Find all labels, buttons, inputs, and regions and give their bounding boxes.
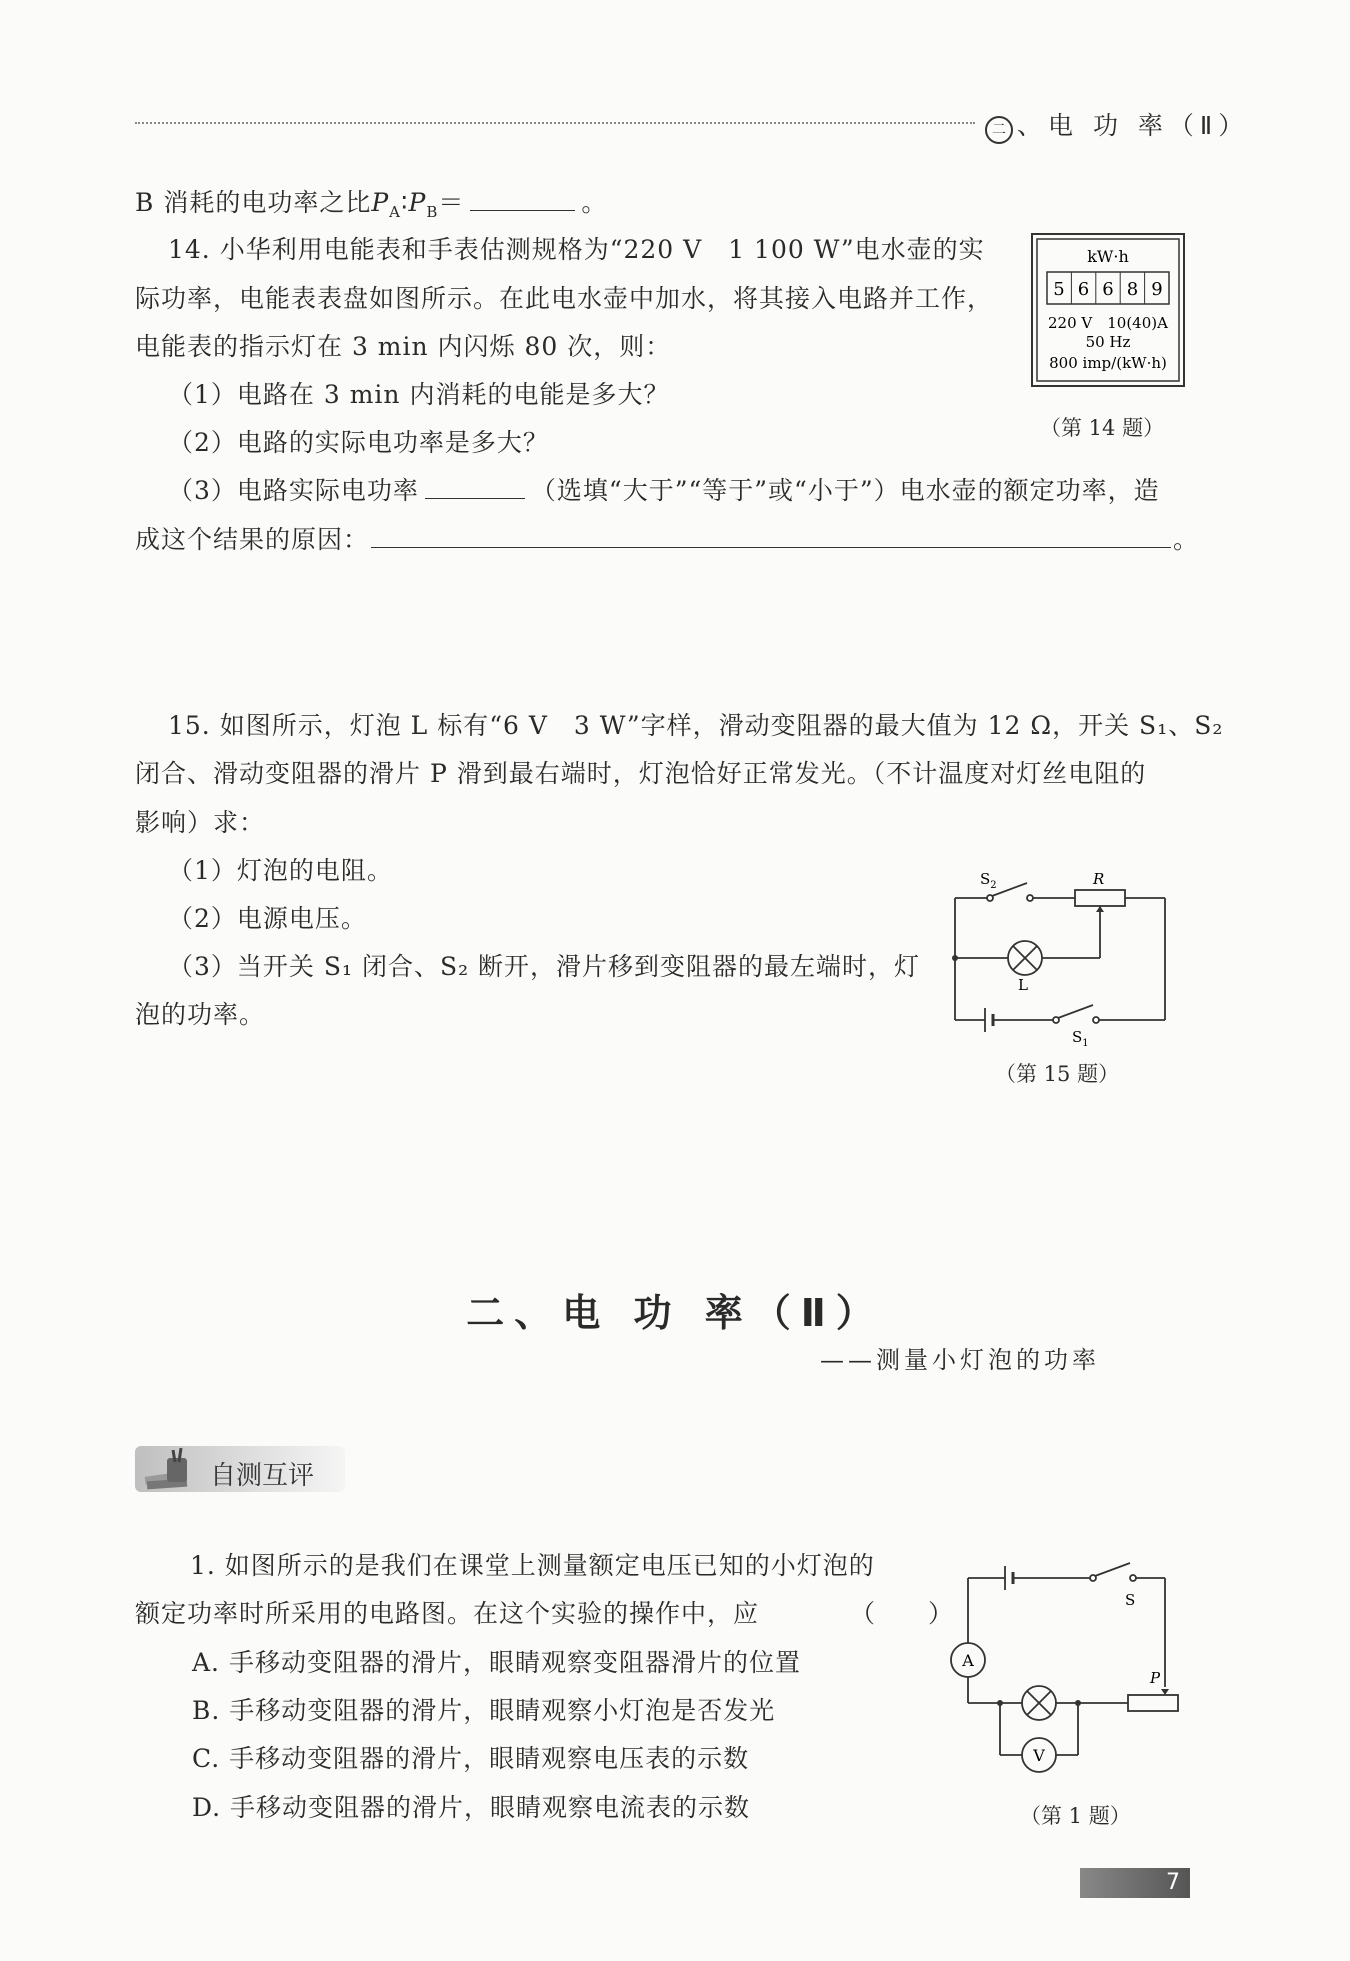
meter-spec-frequency: 50 Hz <box>1085 333 1131 351</box>
meter-digit: 9 <box>1151 279 1163 300</box>
q1-caption: （第 1 题） <box>1020 1804 1131 1828</box>
label-l: L <box>1018 976 1028 994</box>
page-number-box <box>1080 1868 1190 1898</box>
voltmeter-label: V <box>1033 1746 1045 1765</box>
q15-line3: 影响）求： <box>135 808 266 837</box>
q1-answer-paren[interactable]: （ ） <box>850 1599 955 1628</box>
q15-part3-a: （3）当开关 S₁ 闭合、S₂ 断开，滑片移到变阻器的最左端时，灯 <box>168 952 921 981</box>
meter-spec-imp: 800 imp/(kW·h) <box>1049 354 1167 372</box>
self-test-badge <box>135 1446 345 1492</box>
label-r: R <box>1093 870 1105 888</box>
q14-part1: （1）电路在 3 min 内消耗的电能是多大？ <box>168 380 670 409</box>
meter-digit: 8 <box>1126 279 1139 300</box>
pencil-books-icon <box>143 1448 199 1490</box>
label-s: S <box>1125 1591 1136 1609</box>
q14-part3-reason <box>135 527 1199 552</box>
ammeter-label: A <box>962 1651 974 1670</box>
label-p: P <box>1150 1669 1161 1687</box>
page-number: 7 <box>1166 1870 1180 1895</box>
q13-end: 。 <box>581 188 608 217</box>
answer-blank[interactable] <box>470 208 575 211</box>
chapter-number-badge: 二 <box>985 116 1013 144</box>
q14-part3-a: （3）电路实际电功率 <box>168 476 419 505</box>
q15-part2: （2）电源电压。 <box>168 904 367 933</box>
pb-subscript: B <box>426 203 439 221</box>
q15-part3-b: 泡的功率。 <box>135 1000 266 1029</box>
q14-part3-b: （选填“大于”“等于”或“小于”）电水壶的额定功率，造 <box>530 476 1160 505</box>
meter-unit: kW·h <box>1087 247 1129 266</box>
q1-option-c[interactable]: C. 手移动变阻器的滑片，眼睛观察电压表的示数 <box>192 1744 750 1773</box>
pa-subscript: A <box>389 203 401 221</box>
badge-label: 自测互评 <box>210 1461 315 1491</box>
running-header <box>985 106 1249 144</box>
meter-digit: 6 <box>1077 279 1090 300</box>
q1-option-d[interactable]: D. 手移动变阻器的滑片，眼睛观察电流表的示数 <box>192 1793 751 1822</box>
q1-circuit-diagram <box>950 1550 1190 1790</box>
q15-circuit-diagram <box>935 868 1185 1048</box>
pb-symbol: P <box>408 188 427 217</box>
q1-option-a[interactable]: A. 手移动变阻器的滑片，眼睛观察变阻器滑片的位置 <box>192 1648 801 1677</box>
q14-line2: 际功率，电能表表盘如图所示。在此电水壶中加水，将其接入电路并工作， <box>135 284 994 313</box>
meter-digit: 6 <box>1102 279 1114 300</box>
q14-part3 <box>168 478 1160 503</box>
q1-line2: 额定功率时所采用的电路图。在这个实验的操作中，应 <box>135 1599 760 1628</box>
label-s2: $S_2$ <box>980 870 997 891</box>
q15-part1: （1）灯泡的电阻。 <box>168 856 393 885</box>
label-s1: $S_1$ <box>1072 1028 1089 1048</box>
q14-reason-label: 成这个结果的原因： <box>135 525 370 554</box>
meter-digit: 5 <box>1053 279 1065 300</box>
q1-option-b[interactable]: B. 手移动变阻器的滑片，眼睛观察小灯泡是否发光 <box>192 1696 776 1725</box>
meter-digits <box>1047 272 1169 304</box>
q14-reason-end: 。 <box>1173 525 1200 554</box>
q15-caption: （第 15 题） <box>995 1062 1120 1086</box>
q14-caption: （第 14 题） <box>1040 416 1165 440</box>
section-title: 二、电 功 率（Ⅱ） <box>466 1291 884 1335</box>
equals-sign: ＝ <box>438 188 465 217</box>
answer-blank[interactable] <box>371 545 1171 548</box>
q14-line3: 电能表的指示灯在 3 min 内闪烁 80 次，则： <box>135 332 672 361</box>
running-header-title: 、电 功 率（Ⅱ） <box>1017 111 1250 140</box>
q15-line1: 15. 如图所示，灯泡 L 标有“6 V 3 W”字样，滑动变阻器的最大值为 12 Ω，开关 S₁、S₂ <box>168 711 1224 740</box>
q14-line1: 14. 小华利用电能表和手表估测规格为“220 V 1 100 W”电水壶的实 <box>168 235 985 264</box>
q1-line1: 1. 如图所示的是我们在课堂上测量额定电压已知的小灯泡的 <box>190 1551 875 1580</box>
q14-part2: （2）电路的实际电功率是多大？ <box>168 428 549 457</box>
ratio-separator: ∶ <box>401 188 409 217</box>
q13-tail-text: B 消耗的电功率之比 <box>135 188 372 217</box>
q15-line2: 闭合、滑动变阻器的滑片 P 滑到最右端时，灯泡恰好正常发光。（不计温度对灯丝电阻的 <box>135 759 1147 788</box>
answer-blank[interactable] <box>425 496 525 499</box>
q13-tail-line <box>135 190 607 220</box>
meter-spec-voltage: 220 V 10(40)A <box>1048 314 1168 332</box>
section-subtitle: ——测量小灯泡的功率 <box>820 1346 1100 1374</box>
pa-symbol: P <box>371 188 390 217</box>
header-rule <box>135 122 975 124</box>
energy-meter-figure <box>1030 232 1190 392</box>
